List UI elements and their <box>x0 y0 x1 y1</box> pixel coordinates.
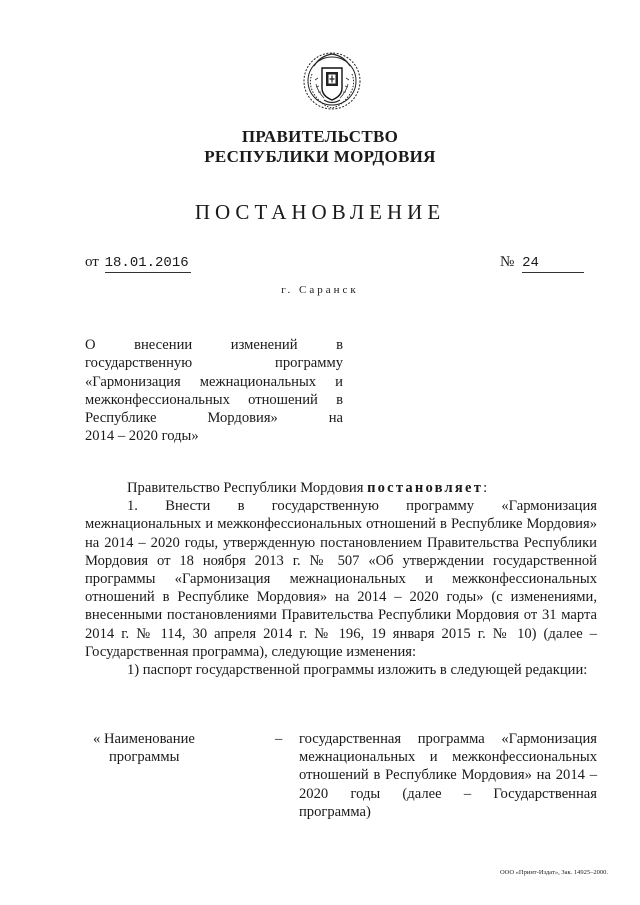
document-number <box>500 254 584 273</box>
date-value: 18.01.2016 <box>104 255 189 271</box>
document-date <box>85 254 191 273</box>
paragraph-item-1: 1. Внести в государственную программу «Гармонизация межнациональных и межконфессиональных отношений в Республике Мордовия» на 2014 – 2020 годы, утвержденную постановлением Правительства Республики Мордовия от 18 ноября 2013 г. № 507 «Об утверждении государственной программы «Гармонизация межнациональных и межконфессиональных отношений в Республике Мордовия» на 2014 – 2020 годы» (с изменениями, внесенными постановлениями Правительства Республики Мордовия от 31 марта 2014 г. № 114, 30 апреля 2014 г. № 196, 19 января 2015 г. № 10) (далее – Государственная программа), следующие изменения: <box>85 498 597 660</box>
document-body <box>85 479 597 679</box>
print-footer: ООО «Принт-Издат», Зак. 14925–2000. <box>499 869 608 876</box>
lead-text: Правительство Республики Мордовия <box>127 480 364 496</box>
subject-line: государственную программу <box>85 355 343 372</box>
date-prefix: от <box>85 254 99 270</box>
subject-line: межконфессиональных отношений в <box>85 391 343 408</box>
coat-of-arms-emblem-icon <box>300 48 364 112</box>
subject-line: «Гармонизация межнациональных и <box>85 373 343 390</box>
number-prefix: № <box>500 254 515 270</box>
passport-dash: – <box>275 731 283 747</box>
city-name: г. Саранск <box>281 284 359 296</box>
document-subject <box>85 336 343 446</box>
number-value: 24 <box>522 255 584 273</box>
subject-line: 2014 – 2020 годы» <box>85 428 199 445</box>
paragraph-item-1-1: 1) паспорт государственной программы изложить в следующей редакции: <box>127 662 588 679</box>
subject-line: О внесении изменений в <box>85 337 343 353</box>
passport-label-line2: программы <box>109 749 180 766</box>
government-title-line2: РЕСПУБЛИКИ МОРДОВИЯ <box>204 147 436 166</box>
passport-label <box>93 730 273 766</box>
passport-label-line1: « Наименование <box>93 731 195 747</box>
document-type-heading: ПОСТАНОВЛЕНИЕ <box>194 200 446 224</box>
passport-value: государственная программа «Гармонизация межнациональных и межконфессиональных отношений в Республике Мордовия» на 2014 – 2020 годы (далее – Государственная программа) <box>299 731 597 820</box>
government-title-line1: ПРАВИТЕЛЬСТВО <box>241 127 399 146</box>
subject-line: Республике Мордовия» на <box>85 410 343 427</box>
lead-resolves: постановляет <box>367 480 484 496</box>
resolution-lead <box>85 479 597 497</box>
lead-colon: : <box>483 480 488 496</box>
